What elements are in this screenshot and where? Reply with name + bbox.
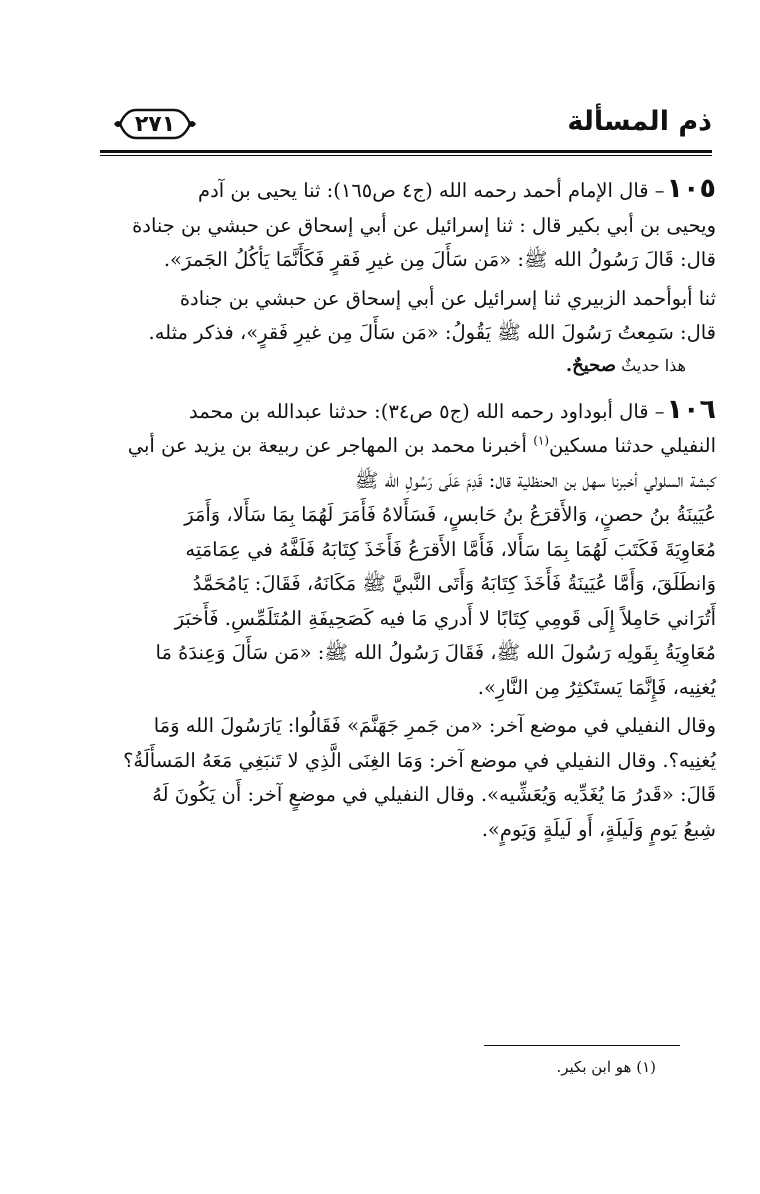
header-rule-thin [100,155,712,156]
page-number-badge [112,104,198,144]
hadith-105-line-4: ثنا أبوأحمد الزبيري ثنا إسرائيل عن أبي إسحاق عن حبشي بن جنادة [179,286,716,310]
hadith-106-line-3: كبشة السلولي أخبرنا سهل بن الحنظلية قال: قَدِمَ عَلَى رَسُولِ الله ﷺ [354,468,716,492]
hadith-105-line-3: قال: قَالَ رَسُولُ الله ﷺ: «مَن سَأَلَ مِن غيرِ فَقرٍ فَكَأَنَّمَا يَأكُلُ الجَمرَ». [163,248,716,271]
hadith-106-line-8: مُعَاوِيَةُ بِقَولِه رَسُولَ الله ﷺ، فَقَالَ رَسُولُ الله ﷺ: «مَن سَأَلَ وَعِندَهُ مَا [155,641,716,664]
hadith-106-line-1: ١٠٦– قال أبوداود رحمه الله (ج٥ ص٣٤): حدثنا عبدالله بن محمد [189,393,716,425]
footnote-divider [484,1045,680,1046]
hadith-105-line-1: ١٠٥– قال الإمام أحمد رحمه الله (ج٤ ص١٦٥): ثنا يحيى بن آدم [198,173,716,204]
hadith-106-line-10: وقال النفيلي في موضع آخر: «من جَمرِ جَهَنَّمَ» فَقَالُوا: يَارَسُولَ الله وَمَا [153,714,716,737]
footnote-reference[interactable]: (١) [533,433,550,448]
hadith-number: ١٠٦ [666,393,716,425]
hadith-106-line-11: يُغنِيه؟. وقال النفيلي في موضع آخر: وَمَا الغِنَى الَّذِي لا تَنبَغِي مَعَهُ المَسأَلَةُ؟ [123,748,716,772]
hadith-105-line-5: قال: سَمِعتُ رَسُولَ الله ﷺ يَقُولُ: «مَن سَأَلَ مِن غيرِ فَقرٍ»، فذكر مثله. [148,321,716,344]
page-header [100,96,712,154]
page-body [96,172,716,847]
hadith-106-line-12: قَالَ: «قَدرُ مَا يُغَدِّيه وَيُعَشِّيه». وقال النفيلي في موضعٍ آخر: أَن يَكُونَ لَهُ [152,783,716,806]
hadith-106-line-13: شِبعُ يَومٍ وَلَيلَةٍ، أَو لَيلَةٍ وَيَومٍ». [481,817,716,841]
hadith-106-line-5: مُعَاوِيَةَ فَكَتَبَ لَهُمَا بِمَا سَأَلا، فَأَمَّا الأَقرَعُ فَأَخَذَ كِتَابَهُ فَلَفَّهُ في عِمَامَتِه [185,537,716,561]
hadith-number: ١٠٥ [666,173,716,204]
hadith-106-line-9: يُغنِيه، فَإِنَّمَا يَستَكثِرُ مِن النَّارِ». [477,675,716,699]
page-number: ٢٧١ [134,111,176,137]
hadith-106-line-6: وَانطَلَقَ، وَأَمَّا عُيَينَةُ فَأَخَذَ كِتَابَهُ وَأَتَى النَّبيَّ ﷺ مَكَانَهُ، فَقَالَ: يَامُحَمَّدُ [192,572,716,595]
hadith-105-line-2: ويحيى بن أبي بكير قال : ثنا إسرائيل عن أبي إسحاق عن حبشي بن جنادة [132,213,716,237]
footnote: (١) هو ابن بكير. [556,1058,656,1076]
hadith-106-line-7: أَتُرَاني حَامِلاً إِلَى قَومِي كِتَابًا لا أَدري مَا فيه كَصَحِيفَةِ المُتَلَمِّسِ. فَأَخبَرَ [174,606,716,630]
hadith-106-line-2: النفيلي حدثنا مسكين$^{(١)}$ أخبرنا محمد بن المهاجر عن ربيعة بن يزيد عن أبي [127,433,716,457]
hadith-106-line-4: عُيَينَةُ بنُ حصنٍ، وَالأَقرَعُ بنُ حَابسٍ، فَسَأَلاهُ فَأَمَرَ لَهُمَا بِمَا سَأَلا، وَأَمَرَ [184,503,716,526]
header-rule [100,150,712,153]
hadith-grade: هذا حديثٌ صحيحٌ. [565,354,686,376]
running-title: ذم المسألة [567,106,712,137]
